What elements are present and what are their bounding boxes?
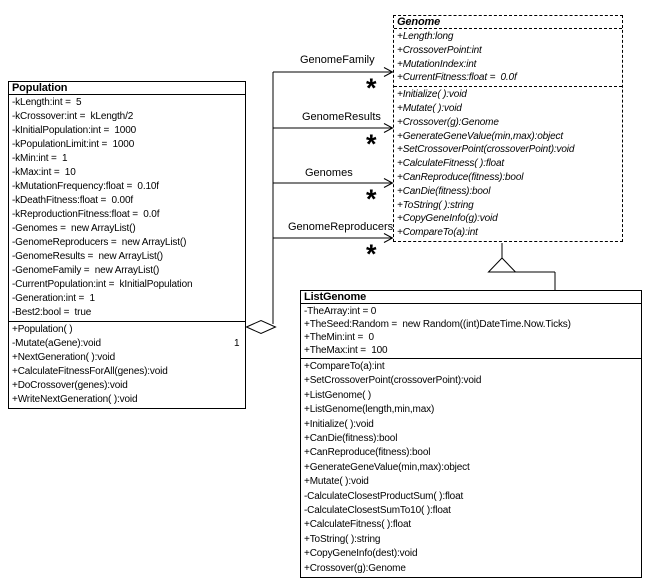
method-row: +Crossover(g):Genome <box>397 116 499 128</box>
method-row: +Initialize( ):void <box>304 418 374 430</box>
class-box-listgenome[interactable] <box>300 290 642 578</box>
method-row: +CompareTo(a):int <box>397 227 478 239</box>
population-attributes-compartment <box>9 95 245 322</box>
open-arrowhead-icon <box>384 68 393 77</box>
method-row: +CanDie(fitness):bool <box>397 185 491 197</box>
attribute-row: +Length:long <box>397 31 454 42</box>
aggregation-diamond-icon <box>247 321 276 334</box>
association-label-genomereproducers: GenomeReproducers <box>288 221 394 233</box>
method-row: +CanReproduce(fitness):bool <box>304 447 431 459</box>
attribute-row: +MutationIndex:int <box>397 58 477 70</box>
class-box-genome[interactable] <box>393 15 623 242</box>
method-row: -Mutate(aGene):void <box>12 338 101 349</box>
genome-attributes-compartment <box>394 29 622 87</box>
attribute-row: -GenomeReproducers = new ArrayList() <box>12 237 187 248</box>
method-row: +GenerateGeneValue(min,max):object <box>304 461 470 473</box>
method-row: +CanDie(fitness):bool <box>304 433 398 445</box>
multiplicity-many: * <box>366 73 377 103</box>
attribute-row: -TheArray:int = 0 <box>304 306 377 317</box>
method-row: -CalculateClosestProductSum( ):float <box>304 490 464 502</box>
attribute-row: -CurrentPopulation:int = kInitialPopulation <box>12 279 193 290</box>
attribute-row: -kMutationFrequency:float = 0.10f <box>12 181 159 192</box>
method-row: +Initialize( ):void <box>397 89 467 101</box>
method-row: +ToString( ):string <box>304 533 381 545</box>
method-row: +Population( ) <box>12 324 73 335</box>
attribute-row: -Best2:bool = true <box>12 307 92 318</box>
association-label-genomefamily: GenomeFamily <box>300 54 375 66</box>
method-row: +GenerateGeneValue(min,max):object <box>397 130 564 142</box>
attribute-row: -GenomeFamily = new ArrayList() <box>12 265 160 276</box>
method-row: +ToString( ):string <box>397 199 474 211</box>
multiplicity-many: * <box>366 239 377 269</box>
class-title-genome: Genome <box>394 16 622 29</box>
attribute-row: -kReproductionFitness:float = 0.0f <box>12 209 160 220</box>
attribute-row: -kPopulationLimit:int = 1000 <box>12 139 135 150</box>
listgenome-attributes-compartment <box>301 304 641 359</box>
attribute-row: +TheMax:int = 100 <box>304 345 388 356</box>
attribute-row: +TheMin:int = 0 <box>304 332 374 343</box>
attribute-row: -kDeathFitness:float = 0.00f <box>12 195 133 206</box>
method-row: +CalculateFitness( ):float <box>304 519 411 531</box>
attribute-row: -Generation:int = 1 <box>12 293 95 304</box>
genome-methods-compartment <box>394 87 622 241</box>
attribute-row: +CurrentFitness:float = 0.0f <box>397 72 517 84</box>
open-arrowhead-icon <box>384 234 393 243</box>
attribute-row: -GenomeResults = new ArrayList() <box>12 251 163 262</box>
attribute-row: -kInitialPopulation:int = 1000 <box>12 125 137 136</box>
method-row: +Mutate( ):void <box>304 476 369 488</box>
attribute-row: -kCrossover:int = kLength/2 <box>12 111 134 122</box>
association-label-genomeresults: GenomeResults <box>302 111 381 123</box>
open-arrowhead-icon <box>384 124 393 133</box>
class-title-listgenome: ListGenome <box>301 291 641 304</box>
multiplicity-many: * <box>366 184 377 214</box>
method-row: +CopyGeneInfo(dest):void <box>304 548 418 560</box>
method-row: +ListGenome( ) <box>304 389 372 401</box>
method-row: +Crossover(g):Genome <box>304 562 406 574</box>
class-title-population: Population <box>9 82 245 95</box>
association-label-genomes: Genomes <box>305 167 353 179</box>
multiplicity-many: * <box>366 129 377 159</box>
method-row: +CopyGeneInfo(g):void <box>397 213 498 225</box>
method-row: +ListGenome(length,min,max) <box>304 404 435 416</box>
method-row: +SetCrossoverPoint(crossoverPoint):void <box>397 144 575 156</box>
multiplicity-one: 1 <box>234 338 240 349</box>
method-row: +DoCrossover(genes):void <box>12 380 128 391</box>
method-row: +CanReproduce(fitness):bool <box>397 171 524 183</box>
open-arrowhead-icon <box>384 179 393 188</box>
attribute-row: -kMin:int = 1 <box>12 153 68 164</box>
attribute-row: +TheSeed:Random = new Random((int)DateTime.Now.Ticks) <box>304 319 571 330</box>
method-row: +CalculateFitnessForAll(genes):void <box>12 366 168 377</box>
population-methods-compartment <box>9 322 245 408</box>
method-row: +CompareTo(a):int <box>304 361 385 372</box>
attribute-row: +CrossoverPoint:int <box>397 44 482 56</box>
method-row: +WriteNextGeneration( ):void <box>12 394 138 405</box>
class-box-population[interactable] <box>8 81 246 409</box>
method-row: +SetCrossoverPoint(crossoverPoint):void <box>304 375 482 387</box>
method-row: +Mutate( ):void <box>397 102 462 114</box>
listgenome-methods-compartment <box>301 359 641 577</box>
inheritance-triangle-icon <box>489 258 516 272</box>
method-row: +CalculateFitness( ):float <box>397 158 504 170</box>
method-row: -CalculateClosestSumTo10( ):float <box>304 505 451 517</box>
method-row: +NextGeneration( ):void <box>12 352 115 363</box>
attribute-row: -kLength:int = 5 <box>12 97 82 108</box>
attribute-row: -kMax:int = 10 <box>12 167 76 178</box>
attribute-row: -Genomes = new ArrayList() <box>12 223 136 234</box>
